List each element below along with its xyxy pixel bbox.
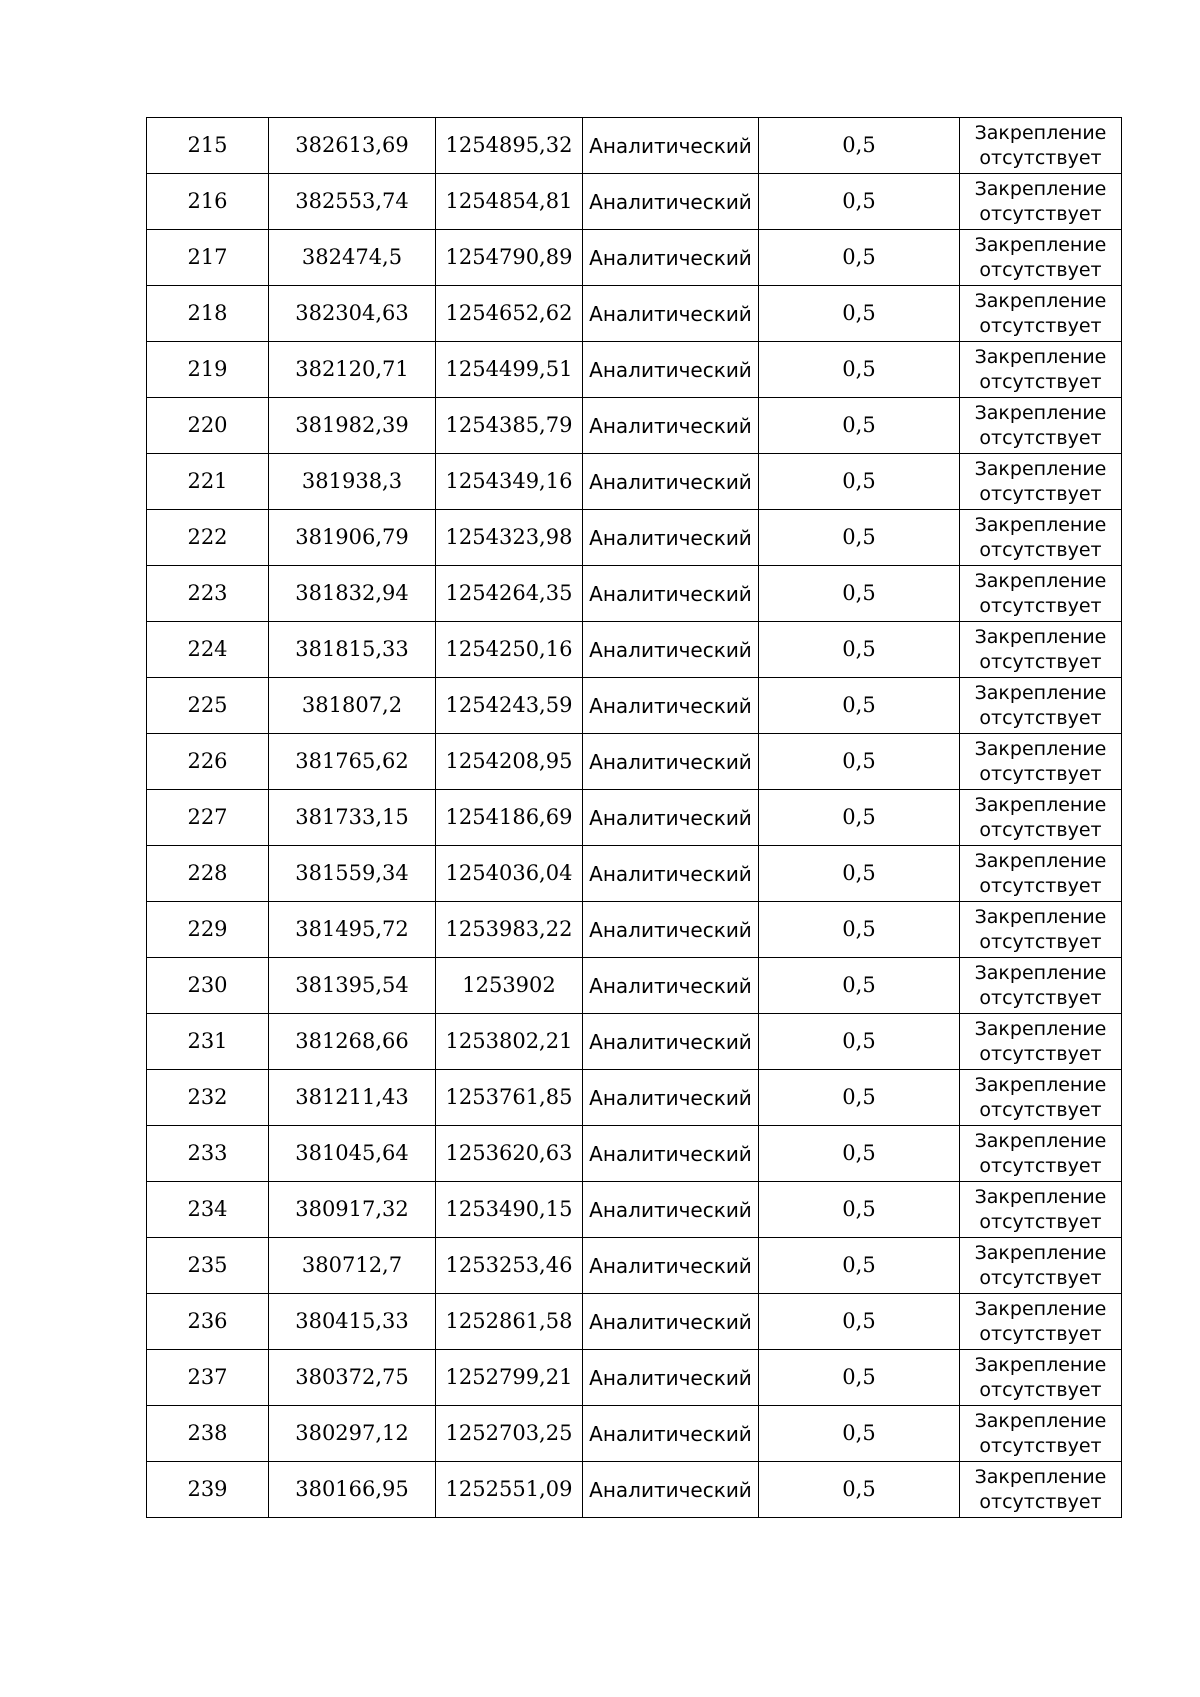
x-coordinate-cell: 381559,34 <box>269 846 436 902</box>
coordinates-table-body <box>147 118 1122 1518</box>
method-cell: Аналитический <box>583 958 759 1014</box>
table-row <box>147 1014 1122 1070</box>
method-cell: Аналитический <box>583 1070 759 1126</box>
method-cell: Аналитический <box>583 118 759 174</box>
fixing-note-cell: Закрепление отсутствует <box>960 1014 1122 1070</box>
table-row <box>147 1350 1122 1406</box>
fixing-note-cell: Закрепление отсутствует <box>960 846 1122 902</box>
fixing-note-cell: Закрепление отсутствует <box>960 398 1122 454</box>
accuracy-cell: 0,5 <box>759 902 960 958</box>
accuracy-cell: 0,5 <box>759 1350 960 1406</box>
point-number-cell: 221 <box>147 454 269 510</box>
y-coordinate-cell: 1253490,15 <box>436 1182 583 1238</box>
method-cell: Аналитический <box>583 342 759 398</box>
method-cell: Аналитический <box>583 1126 759 1182</box>
fixing-note-cell: Закрепление отсутствует <box>960 454 1122 510</box>
x-coordinate-cell: 381211,43 <box>269 1070 436 1126</box>
fixing-note-cell: Закрепление отсутствует <box>960 510 1122 566</box>
x-coordinate-cell: 381815,33 <box>269 622 436 678</box>
accuracy-cell: 0,5 <box>759 118 960 174</box>
y-coordinate-cell: 1254854,81 <box>436 174 583 230</box>
point-number-cell: 238 <box>147 1406 269 1462</box>
point-number-cell: 230 <box>147 958 269 1014</box>
table-row <box>147 1126 1122 1182</box>
x-coordinate-cell: 380372,75 <box>269 1350 436 1406</box>
point-number-cell: 235 <box>147 1238 269 1294</box>
point-number-cell: 227 <box>147 790 269 846</box>
fixing-note-cell: Закрепление отсутствует <box>960 958 1122 1014</box>
fixing-note-cell: Закрепление отсутствует <box>960 790 1122 846</box>
point-number-cell: 225 <box>147 678 269 734</box>
x-coordinate-cell: 381268,66 <box>269 1014 436 1070</box>
x-coordinate-cell: 380297,12 <box>269 1406 436 1462</box>
point-number-cell: 237 <box>147 1350 269 1406</box>
y-coordinate-cell: 1254652,62 <box>436 286 583 342</box>
x-coordinate-cell: 381733,15 <box>269 790 436 846</box>
point-number-cell: 228 <box>147 846 269 902</box>
table-row <box>147 230 1122 286</box>
fixing-note-cell: Закрепление отсутствует <box>960 566 1122 622</box>
y-coordinate-cell: 1253253,46 <box>436 1238 583 1294</box>
point-number-cell: 233 <box>147 1126 269 1182</box>
point-number-cell: 236 <box>147 1294 269 1350</box>
point-number-cell: 218 <box>147 286 269 342</box>
table-row <box>147 174 1122 230</box>
y-coordinate-cell: 1253983,22 <box>436 902 583 958</box>
accuracy-cell: 0,5 <box>759 1294 960 1350</box>
y-coordinate-cell: 1254186,69 <box>436 790 583 846</box>
point-number-cell: 234 <box>147 1182 269 1238</box>
table-row <box>147 342 1122 398</box>
y-coordinate-cell: 1252703,25 <box>436 1406 583 1462</box>
table-row <box>147 1182 1122 1238</box>
table-row <box>147 118 1122 174</box>
accuracy-cell: 0,5 <box>759 510 960 566</box>
x-coordinate-cell: 380415,33 <box>269 1294 436 1350</box>
accuracy-cell: 0,5 <box>759 1070 960 1126</box>
y-coordinate-cell: 1254243,59 <box>436 678 583 734</box>
method-cell: Аналитический <box>583 174 759 230</box>
point-number-cell: 215 <box>147 118 269 174</box>
point-number-cell: 231 <box>147 1014 269 1070</box>
fixing-note-cell: Закрепление отсутствует <box>960 1238 1122 1294</box>
method-cell: Аналитический <box>583 230 759 286</box>
accuracy-cell: 0,5 <box>759 454 960 510</box>
method-cell: Аналитический <box>583 1350 759 1406</box>
coordinates-table <box>146 117 1122 1518</box>
table-row <box>147 510 1122 566</box>
point-number-cell: 217 <box>147 230 269 286</box>
x-coordinate-cell: 380917,32 <box>269 1182 436 1238</box>
point-number-cell: 216 <box>147 174 269 230</box>
accuracy-cell: 0,5 <box>759 1182 960 1238</box>
y-coordinate-cell: 1254208,95 <box>436 734 583 790</box>
method-cell: Аналитический <box>583 846 759 902</box>
table-row <box>147 454 1122 510</box>
table-row <box>147 1070 1122 1126</box>
y-coordinate-cell: 1252551,09 <box>436 1462 583 1518</box>
accuracy-cell: 0,5 <box>759 230 960 286</box>
method-cell: Аналитический <box>583 566 759 622</box>
table-row <box>147 1462 1122 1518</box>
method-cell: Аналитический <box>583 622 759 678</box>
fixing-note-cell: Закрепление отсутствует <box>960 1126 1122 1182</box>
fixing-note-cell: Закрепление отсутствует <box>960 1406 1122 1462</box>
y-coordinate-cell: 1253902 <box>436 958 583 1014</box>
point-number-cell: 239 <box>147 1462 269 1518</box>
fixing-note-cell: Закрепление отсутствует <box>960 1182 1122 1238</box>
accuracy-cell: 0,5 <box>759 174 960 230</box>
method-cell: Аналитический <box>583 454 759 510</box>
table-row <box>147 902 1122 958</box>
accuracy-cell: 0,5 <box>759 790 960 846</box>
accuracy-cell: 0,5 <box>759 1406 960 1462</box>
y-coordinate-cell: 1253802,21 <box>436 1014 583 1070</box>
method-cell: Аналитический <box>583 1462 759 1518</box>
x-coordinate-cell: 380166,95 <box>269 1462 436 1518</box>
y-coordinate-cell: 1254264,35 <box>436 566 583 622</box>
fixing-note-cell: Закрепление отсутствует <box>960 622 1122 678</box>
x-coordinate-cell: 381045,64 <box>269 1126 436 1182</box>
table-row <box>147 1294 1122 1350</box>
x-coordinate-cell: 381395,54 <box>269 958 436 1014</box>
table-row <box>147 1406 1122 1462</box>
fixing-note-cell: Закрепление отсутствует <box>960 174 1122 230</box>
accuracy-cell: 0,5 <box>759 622 960 678</box>
x-coordinate-cell: 381906,79 <box>269 510 436 566</box>
table-row <box>147 1238 1122 1294</box>
method-cell: Аналитический <box>583 1182 759 1238</box>
method-cell: Аналитический <box>583 734 759 790</box>
x-coordinate-cell: 381982,39 <box>269 398 436 454</box>
y-coordinate-cell: 1253620,63 <box>436 1126 583 1182</box>
y-coordinate-cell: 1254385,79 <box>436 398 583 454</box>
x-coordinate-cell: 382304,63 <box>269 286 436 342</box>
fixing-note-cell: Закрепление отсутствует <box>960 1294 1122 1350</box>
y-coordinate-cell: 1254323,98 <box>436 510 583 566</box>
y-coordinate-cell: 1252861,58 <box>436 1294 583 1350</box>
point-number-cell: 220 <box>147 398 269 454</box>
x-coordinate-cell: 382553,74 <box>269 174 436 230</box>
method-cell: Аналитический <box>583 286 759 342</box>
y-coordinate-cell: 1254036,04 <box>436 846 583 902</box>
method-cell: Аналитический <box>583 1294 759 1350</box>
fixing-note-cell: Закрепление отсутствует <box>960 1462 1122 1518</box>
fixing-note-cell: Закрепление отсутствует <box>960 734 1122 790</box>
accuracy-cell: 0,5 <box>759 566 960 622</box>
point-number-cell: 232 <box>147 1070 269 1126</box>
fixing-note-cell: Закрепление отсутствует <box>960 678 1122 734</box>
x-coordinate-cell: 381832,94 <box>269 566 436 622</box>
accuracy-cell: 0,5 <box>759 1462 960 1518</box>
table-row <box>147 846 1122 902</box>
y-coordinate-cell: 1252799,21 <box>436 1350 583 1406</box>
method-cell: Аналитический <box>583 510 759 566</box>
method-cell: Аналитический <box>583 398 759 454</box>
accuracy-cell: 0,5 <box>759 846 960 902</box>
method-cell: Аналитический <box>583 678 759 734</box>
x-coordinate-cell: 382474,5 <box>269 230 436 286</box>
fixing-note-cell: Закрепление отсутствует <box>960 902 1122 958</box>
x-coordinate-cell: 381938,3 <box>269 454 436 510</box>
method-cell: Аналитический <box>583 790 759 846</box>
table-row <box>147 286 1122 342</box>
y-coordinate-cell: 1254895,32 <box>436 118 583 174</box>
x-coordinate-cell: 381807,2 <box>269 678 436 734</box>
method-cell: Аналитический <box>583 1406 759 1462</box>
accuracy-cell: 0,5 <box>759 1014 960 1070</box>
method-cell: Аналитический <box>583 902 759 958</box>
x-coordinate-cell: 382120,71 <box>269 342 436 398</box>
accuracy-cell: 0,5 <box>759 734 960 790</box>
fixing-note-cell: Закрепление отсутствует <box>960 1070 1122 1126</box>
fixing-note-cell: Закрепление отсутствует <box>960 342 1122 398</box>
y-coordinate-cell: 1254790,89 <box>436 230 583 286</box>
fixing-note-cell: Закрепление отсутствует <box>960 1350 1122 1406</box>
table-row <box>147 622 1122 678</box>
x-coordinate-cell: 382613,69 <box>269 118 436 174</box>
y-coordinate-cell: 1253761,85 <box>436 1070 583 1126</box>
x-coordinate-cell: 381765,62 <box>269 734 436 790</box>
table-row <box>147 398 1122 454</box>
point-number-cell: 219 <box>147 342 269 398</box>
accuracy-cell: 0,5 <box>759 1126 960 1182</box>
y-coordinate-cell: 1254349,16 <box>436 454 583 510</box>
method-cell: Аналитический <box>583 1238 759 1294</box>
accuracy-cell: 0,5 <box>759 398 960 454</box>
x-coordinate-cell: 381495,72 <box>269 902 436 958</box>
point-number-cell: 229 <box>147 902 269 958</box>
table-row <box>147 678 1122 734</box>
table-row <box>147 734 1122 790</box>
fixing-note-cell: Закрепление отсутствует <box>960 118 1122 174</box>
accuracy-cell: 0,5 <box>759 286 960 342</box>
fixing-note-cell: Закрепление отсутствует <box>960 230 1122 286</box>
table-row <box>147 566 1122 622</box>
point-number-cell: 223 <box>147 566 269 622</box>
x-coordinate-cell: 380712,7 <box>269 1238 436 1294</box>
fixing-note-cell: Закрепление отсутствует <box>960 286 1122 342</box>
method-cell: Аналитический <box>583 1014 759 1070</box>
point-number-cell: 226 <box>147 734 269 790</box>
accuracy-cell: 0,5 <box>759 1238 960 1294</box>
table-row <box>147 790 1122 846</box>
accuracy-cell: 0,5 <box>759 342 960 398</box>
point-number-cell: 224 <box>147 622 269 678</box>
table-row <box>147 958 1122 1014</box>
point-number-cell: 222 <box>147 510 269 566</box>
y-coordinate-cell: 1254250,16 <box>436 622 583 678</box>
accuracy-cell: 0,5 <box>759 958 960 1014</box>
accuracy-cell: 0,5 <box>759 678 960 734</box>
y-coordinate-cell: 1254499,51 <box>436 342 583 398</box>
